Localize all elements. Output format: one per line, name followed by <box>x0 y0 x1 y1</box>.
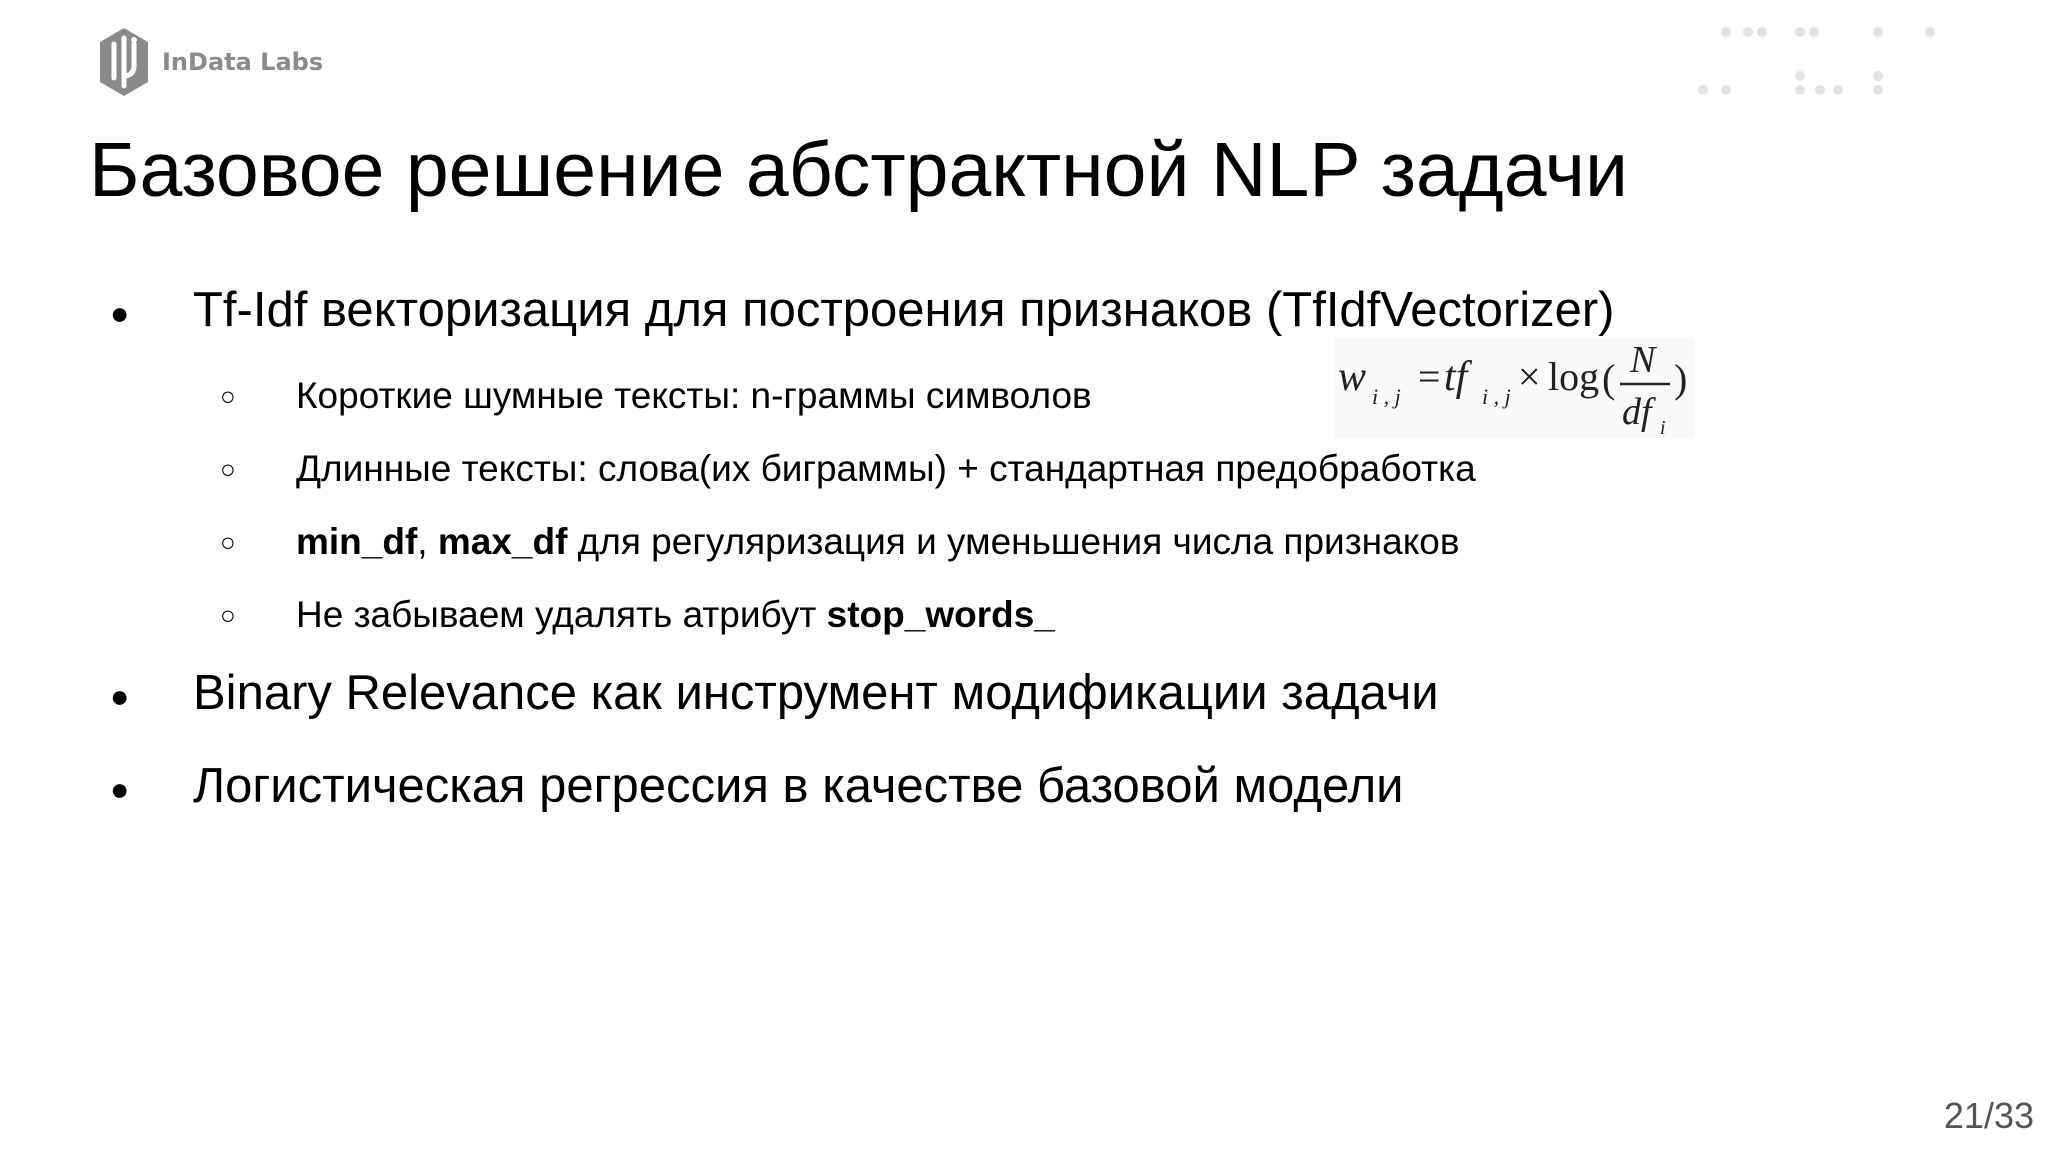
formula-equals: = <box>1418 354 1441 399</box>
formula-times: × <box>1518 354 1541 399</box>
formula-left-paren: ( <box>1602 356 1616 401</box>
formula-numerator: N <box>1630 339 1656 381</box>
formula-log: log <box>1548 354 1600 399</box>
sub-bullet-marker: ○ <box>220 381 236 411</box>
stop-words-description: Не забываем удалять атрибут <box>296 594 827 635</box>
sub-bullet-item-min-max-df <box>296 519 1460 565</box>
sub-bullet-marker: ○ <box>220 454 236 484</box>
formula-tf-subscript: i , j <box>1482 384 1511 409</box>
tfidf-formula <box>1334 338 1694 438</box>
sub-bullet-item-short-texts: Короткие шумные тексты: n-граммы символов <box>296 375 1092 416</box>
formula-w-subscript: i , j <box>1372 384 1401 409</box>
bullet-marker: ● <box>110 771 130 807</box>
slide-title: Базовое решение абстрактной NLP задачи <box>89 127 1628 213</box>
bullet-item-logistic-regression: Логистическая регрессия в качестве базовой модели <box>193 759 1404 813</box>
formula-right-paren: ) <box>1674 356 1688 401</box>
min-df-term: min_df <box>296 521 418 562</box>
sub-bullet-marker: ○ <box>220 527 236 557</box>
indata-labs-logo-icon <box>98 26 150 98</box>
bullet-marker: ● <box>110 678 130 714</box>
formula-w: w <box>1338 354 1367 400</box>
stop-words-term: stop_words_ <box>826 594 1055 635</box>
bullet-marker: ● <box>110 295 130 331</box>
page-number: 21/33 <box>1943 1095 2034 1136</box>
sub-bullet-item-stop-words <box>296 592 1055 638</box>
sub-bullet-item-long-texts: Длинные тексты: слова(их биграммы) + стандартная предобработка <box>296 448 1476 489</box>
max-df-term: max_df <box>437 521 568 562</box>
term-separator: , <box>417 521 438 562</box>
bullet-item-tfidf: Tf-Idf векторизация для построения признаков (TfIdfVectorizer) <box>193 283 1615 337</box>
formula-denominator: df <box>1622 391 1652 433</box>
logo-text: InData Labs <box>162 48 324 76</box>
bullet-item-binary-relevance: Binary Relevance как инструмент модификации задачи <box>193 666 1439 720</box>
formula-denominator-subscript: i <box>1660 417 1666 438</box>
min-max-df-description: для регуляризация и уменьшения числа признаков <box>567 521 1460 562</box>
decorative-dots <box>1690 20 1950 100</box>
company-logo <box>98 26 323 98</box>
sub-bullet-marker: ○ <box>220 600 236 630</box>
formula-tf: tf <box>1444 354 1468 400</box>
